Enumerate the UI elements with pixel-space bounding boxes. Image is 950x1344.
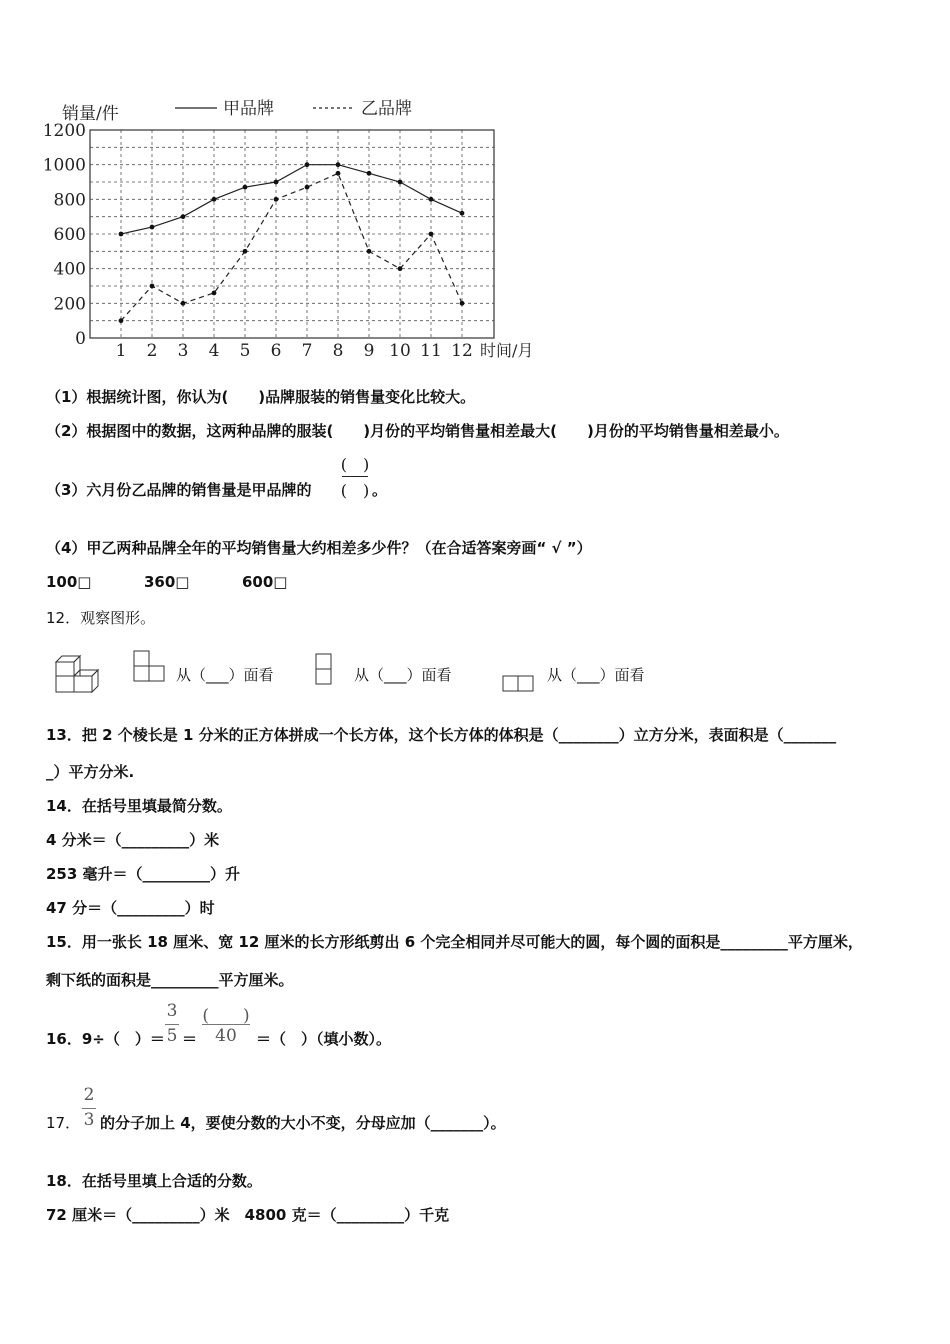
q16-fraction1-den: 5 — [166, 1026, 178, 1046]
data-point-jia — [274, 180, 279, 185]
q16-prefix: 16．9÷（ ）＝ — [46, 1030, 165, 1048]
x-tick-label: 4 — [208, 341, 220, 361]
x-tick-label: 5 — [239, 341, 251, 361]
q12-view-text-1: 从（___）面看 — [176, 666, 274, 684]
q16-fraction1-num: 3 — [166, 1001, 178, 1021]
data-point-jia — [150, 225, 155, 230]
q13-line2: _）平方分米. — [46, 763, 135, 781]
data-point-jia — [212, 197, 217, 202]
legend-label-jia: 甲品牌 — [223, 99, 274, 119]
data-point-jia — [429, 197, 434, 202]
q11-part3-prefix: （3）六月份乙品牌的销售量是甲品牌的 — [46, 481, 312, 499]
q14-title: 14．在括号里填最简分数。 — [46, 797, 232, 815]
data-point-yi — [460, 301, 465, 306]
q16-suffix: ＝（ ）（填小数）。 — [256, 1030, 392, 1048]
q12-title-text: 12．观察图形。 — [46, 609, 156, 627]
q13-line1: 13．把 2 个棱长是 1 分米的正方体拼成一个长方体，这个长方体的体积是（________）立方分米，表面积是（_______ — [46, 726, 837, 744]
q18-line: 72 厘米＝（_________）米 4800 克＝（_________）千克 — [46, 1206, 450, 1224]
q11-part3-fraction-den: ( ) — [340, 481, 370, 500]
data-point-yi — [367, 249, 372, 254]
q16-fraction2-bar — [202, 1024, 250, 1025]
q17-fraction-bar — [82, 1108, 96, 1109]
y-tick-label: 800 — [53, 190, 86, 211]
q12-title — [46, 607, 155, 628]
y-tick-label: 1200 — [42, 121, 86, 141]
y-tick-label: 600 — [53, 225, 86, 245]
y-tick-label: 0 — [75, 329, 86, 349]
data-point-jia — [181, 214, 186, 219]
view-figure-top — [501, 674, 537, 694]
q17-number: 17． — [46, 1114, 81, 1132]
view-figure-front — [132, 649, 166, 683]
view-figure-side — [314, 652, 334, 686]
data-point-yi — [429, 232, 434, 237]
q11-part3-text — [46, 479, 311, 500]
q12-view-text-3: 从（___）面看 — [547, 666, 645, 684]
chart-legend — [175, 99, 412, 119]
y-tick-label: 200 — [53, 294, 86, 315]
q14-item-2: 253 毫升＝（_________）升 — [46, 865, 241, 883]
q11-part4: （4）甲乙两种品牌全年的平均销售量大约相差多少件？（在合适答案旁画“ √ ”） — [46, 539, 592, 557]
data-point-yi — [212, 291, 217, 296]
x-tick-label: 10 — [389, 341, 411, 361]
sales-line-chart — [0, 0, 950, 370]
data-point-yi — [274, 197, 279, 202]
chart-series — [119, 162, 465, 323]
x-tick-label: 8 — [332, 341, 344, 361]
x-tick-label: 12 — [451, 341, 473, 361]
data-point-jia — [119, 232, 124, 237]
q17-fraction-num: 2 — [83, 1085, 95, 1105]
data-point-jia — [367, 171, 372, 176]
q16-equals: ＝ — [182, 1030, 198, 1048]
data-point-yi — [181, 301, 186, 306]
q14-item-1: 4 分米＝（_________）米 — [46, 831, 220, 849]
q16-fraction1-bar — [165, 1024, 179, 1025]
x-tick-label: 11 — [420, 341, 442, 361]
q16-fraction2-den: 40 — [215, 1026, 237, 1046]
q12-view-text-2: 从（___）面看 — [354, 666, 452, 684]
x-tick-label: 2 — [146, 341, 158, 361]
q16-fraction2-num: ( ) — [202, 1006, 250, 1026]
q11-option-100: 100□ — [46, 573, 92, 591]
chart-axes — [43, 121, 494, 361]
data-point-yi — [150, 284, 155, 289]
y-axis-label: 销量/件 — [62, 104, 119, 124]
cube-solid-figure — [50, 652, 100, 696]
q11-part1: （1）根据统计图，你认为( )品牌服装的销售量变化比较大。 — [46, 388, 476, 406]
q17-prefix — [46, 1112, 80, 1133]
q15-line1: 15．用一张长 18 厘米、宽 12 厘米的长方形纸剪出 6 个完全相同并尽可能大的圆，每个圆的面积是_________平方厘米， — [46, 933, 863, 951]
x-tick-label: 6 — [270, 341, 282, 361]
x-tick-label: 3 — [177, 341, 189, 361]
data-point-yi — [119, 318, 124, 323]
y-tick-label: 400 — [53, 259, 86, 280]
series-line-yi — [121, 173, 462, 320]
q11-part3-fraction-bar — [342, 476, 368, 477]
q11-part3-suffix: 。 — [372, 481, 388, 499]
x-axis-label: 时间/月 — [480, 341, 534, 360]
data-point-jia — [460, 211, 465, 216]
q11-part3-fraction-num: ( ) — [340, 455, 370, 474]
data-point-jia — [398, 180, 403, 185]
x-tick-label: 9 — [363, 341, 375, 361]
q15-line2: 剩下纸的面积是_________平方厘米。 — [46, 971, 294, 989]
y-tick-label: 1000 — [42, 155, 86, 176]
data-point-yi — [336, 171, 341, 176]
q17-fraction-den: 3 — [83, 1110, 95, 1130]
data-point-yi — [243, 249, 248, 254]
data-point-yi — [398, 266, 403, 271]
q11-option-600: 600□ — [242, 573, 288, 591]
data-point-jia — [305, 162, 310, 167]
data-point-yi — [305, 185, 310, 190]
x-tick-label: 1 — [115, 341, 127, 361]
q18-title: 18．在括号里填上合适的分数。 — [46, 1172, 262, 1190]
x-tick-label: 7 — [301, 341, 313, 361]
data-point-jia — [243, 185, 248, 190]
q11-part2: （2）根据图中的数据，这两种品牌的服装( )月份的平均销售量相差最大( )月份的平均销售量相差最小。 — [46, 422, 789, 440]
q14-item-3: 47 分＝（_________）时 — [46, 899, 215, 917]
q17-text: 的分子加上 4，要使分数的大小不变，分母应加（_______）。 — [100, 1114, 506, 1132]
data-point-jia — [336, 162, 341, 167]
q11-option-360: 360□ — [144, 573, 190, 591]
legend-label-yi: 乙品牌 — [361, 99, 412, 119]
